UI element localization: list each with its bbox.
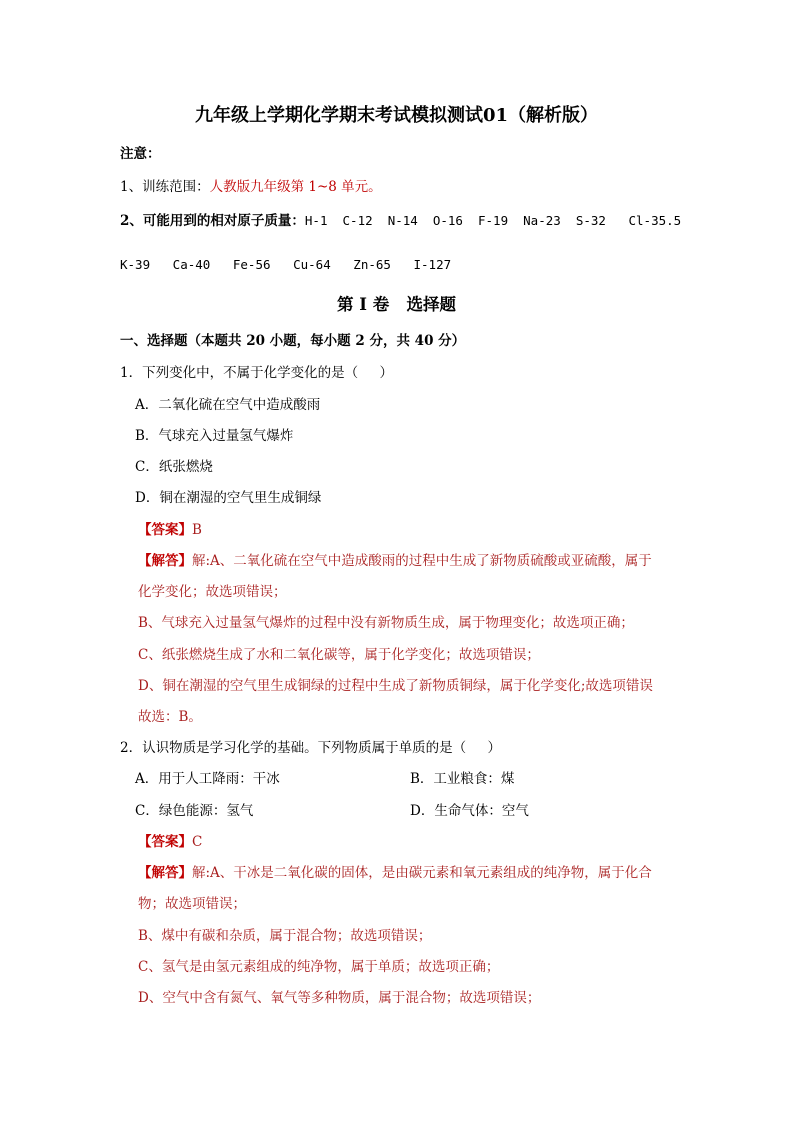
notice-scope xyxy=(120,178,382,196)
question-1-answer xyxy=(138,521,202,539)
notice-atomic-masses xyxy=(120,212,681,230)
question-2-analysis-line-1 xyxy=(138,864,652,882)
question-2-option-d: D．生命气体：空气 xyxy=(410,803,529,819)
question-1-option-b: B．气球充入过量氢气爆炸 xyxy=(135,428,294,444)
question-2-answer xyxy=(138,833,202,851)
question-1-analysis-line-3: B、气球充入过量氢气爆炸的过程中没有新物质生成，属于物理变化；故选项正确； xyxy=(138,615,634,631)
part-heading: 一、选择题（本题共 20 小题，每小题 2 分，共 40 分） xyxy=(120,333,466,349)
question-1-analysis-line-2: 化学变化；故选项错误； xyxy=(138,584,287,600)
question-2-option-a: A．用于人工降雨：干冰 xyxy=(135,771,280,787)
question-1-option-d: D．铜在潮湿的空气里生成铜绿 xyxy=(135,490,322,506)
document-title: 九年级上学期化学期末考试模拟测试01（解析版） xyxy=(194,105,599,126)
answer-value: C xyxy=(192,834,203,850)
notice-scope-prefix: 1、训练范围： xyxy=(120,179,210,195)
atomic-masses-line-2: K-39 Ca-40 Fe-56 Cu-64 Zn-65 I-127 xyxy=(120,257,452,272)
atomic-masses-line-1: H-1 C-12 N-14 O-16 F-19 Na-23 S-32 Cl-35.5 xyxy=(304,213,682,228)
answer-label: 【答案】 xyxy=(138,834,192,850)
question-1-analysis-line-6: 故选：B。 xyxy=(138,709,202,725)
question-2-analysis-line-4: C、氢气是由氢元素组成的纯净物，属于单质；故选项正确； xyxy=(138,959,500,975)
question-2-analysis-line-3: B、煤中有碳和杂质，属于混合物；故选项错误； xyxy=(138,928,432,944)
question-2-analysis-line-5: D、空气中含有氮气、氧气等多种物质，属于混合物；故选项错误； xyxy=(138,990,541,1006)
question-2-analysis-line-2: 物；故选项错误； xyxy=(138,896,246,912)
analysis-text: 解:A、干冰是二氧化碳的固体，是由碳元素和氧元素组成的纯净物，属于化合 xyxy=(192,865,652,881)
analysis-text: 解:A、二氧化硫在空气中造成酸雨的过程中生成了新物质硫酸或亚硫酸，属于 xyxy=(192,553,652,569)
question-2-option-c: C．绿色能源：氢气 xyxy=(135,803,254,819)
notice-label: 注意： xyxy=(120,146,161,162)
notice-masses-prefix: 2、可能用到的相对原子质量： xyxy=(120,213,305,229)
question-1-option-a: A．二氧化硫在空气中造成酸雨 xyxy=(135,397,321,413)
question-1-analysis-line-1 xyxy=(138,552,652,570)
notice-scope-text: 人教版九年级第 1~8 单元。 xyxy=(209,179,382,195)
question-2-option-b: B．工业粮食：煤 xyxy=(410,771,515,787)
question-2-stem: 2．认识物质是学习化学的基础。下列物质属于单质的是（ ） xyxy=(120,740,502,756)
question-1-stem: 1．下列变化中，不属于化学变化的是（ ） xyxy=(120,365,394,381)
analysis-label: 【解答】 xyxy=(138,865,192,881)
answer-value: B xyxy=(192,522,202,538)
question-1-option-c: C．纸张燃烧 xyxy=(135,459,213,475)
question-1-analysis-line-5: D、铜在潮湿的空气里生成铜绿的过程中生成了新物质铜绿，属于化学变化;故选项错误 xyxy=(138,678,653,694)
answer-label: 【答案】 xyxy=(138,522,192,538)
section-title: 第 I 卷 选择题 xyxy=(337,295,456,314)
question-1-analysis-line-4: C、纸张燃烧生成了水和二氧化碳等，属于化学变化；故选项错误； xyxy=(138,647,540,663)
analysis-label: 【解答】 xyxy=(138,553,192,569)
